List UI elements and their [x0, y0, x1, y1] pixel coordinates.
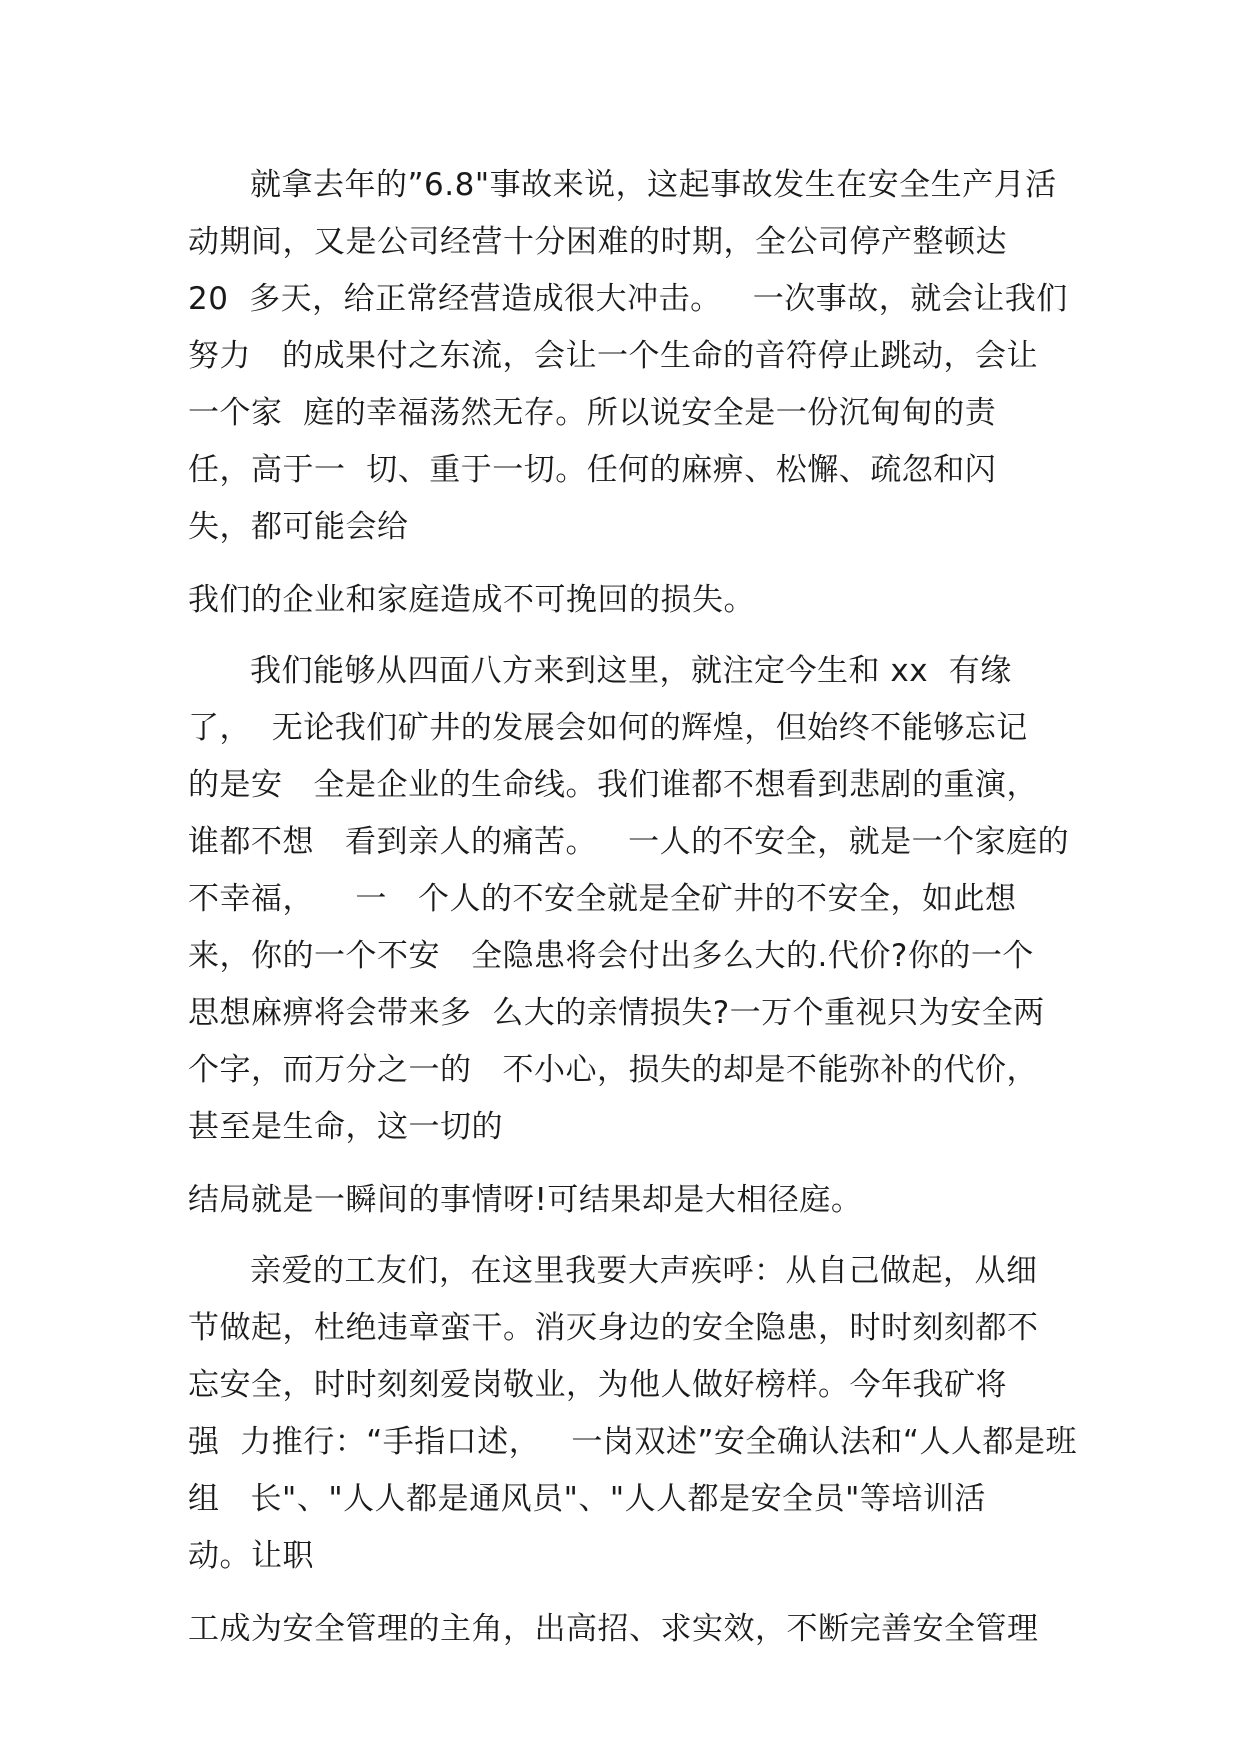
text-line: 谁都不想 看到亲人的痛苦。 一人的不安全，就是一个家庭的: [188, 824, 1070, 860]
text-line: 结局就是一瞬间的事情呀!可结果却是大相径庭。: [188, 1182, 863, 1218]
text-line: 的是安 全是企业的生命线。我们谁都不想看到悲剧的重演，: [188, 767, 1039, 803]
text-line: 个字，而万分之一的 不小心，损失的却是不能弥补的代价，: [188, 1052, 1039, 1088]
text-line: 亲爱的工友们，在这里我要大声疾呼：从自己做起，从细: [250, 1253, 1038, 1289]
text-line: 一个家 庭的幸福荡然无存。所以说安全是一份沉甸甸的责: [188, 395, 997, 431]
text-line: 来，你的一个不安 全隐患将会付出多么大的.代价?你的一个: [188, 938, 1034, 974]
text-line: 20 多天，给正常经营造成很大冲击。 一次事故，就会让我们: [188, 281, 1068, 317]
text-line: 忘安全，时时刻刻爱岗敬业，为他人做好榜样。今年我矿将: [188, 1367, 1007, 1403]
text-line: 节做起，杜绝违章蛮干。消灭身边的安全隐患，时时刻刻都不: [188, 1310, 1039, 1346]
text-line: 组 长"、"人人都是通风员"、"人人都是安全员"等培训活: [188, 1481, 986, 1517]
text-line: 我们能够从四面八方来到这里，就注定今生和 xx 有缘: [250, 653, 1012, 689]
text-line: 思想麻痹将会带来多 么大的亲情损失?一万个重视只为安全两: [188, 995, 1045, 1031]
text-line: 了， 无论我们矿井的发展会如何的辉煌，但始终不能够忘记: [188, 710, 1028, 746]
text-line: 我们的企业和家庭造成不可挽回的损失。: [188, 582, 755, 618]
text-line: 工成为安全管理的主角，出高招、求实效，不断完善安全管理: [188, 1611, 1039, 1647]
text-line: 动期间，又是公司经营十分困难的时期，全公司停产整顿达: [188, 224, 1007, 260]
text-line: 动。让职: [188, 1538, 314, 1574]
text-line: 强 力推行：“手指口述， 一岗双述”安全确认法和“人人都是班: [188, 1424, 1077, 1460]
text-line: 不幸福， 一 个人的不安全就是全矿井的不安全，如此想: [188, 881, 1017, 917]
text-line: 就拿去年的”6.8"事故来说，这起事故发生在安全生产月活: [250, 167, 1057, 203]
text-line: 失，都可能会给: [188, 509, 409, 545]
text-line: 甚至是生命，这一切的: [188, 1109, 503, 1145]
text-line: 努力 的成果付之东流，会让一个生命的音符停止跳动，会让: [188, 338, 1039, 374]
text-line: 任，高于一 切、重于一切。任何的麻痹、松懈、疏忽和闪: [188, 452, 997, 488]
